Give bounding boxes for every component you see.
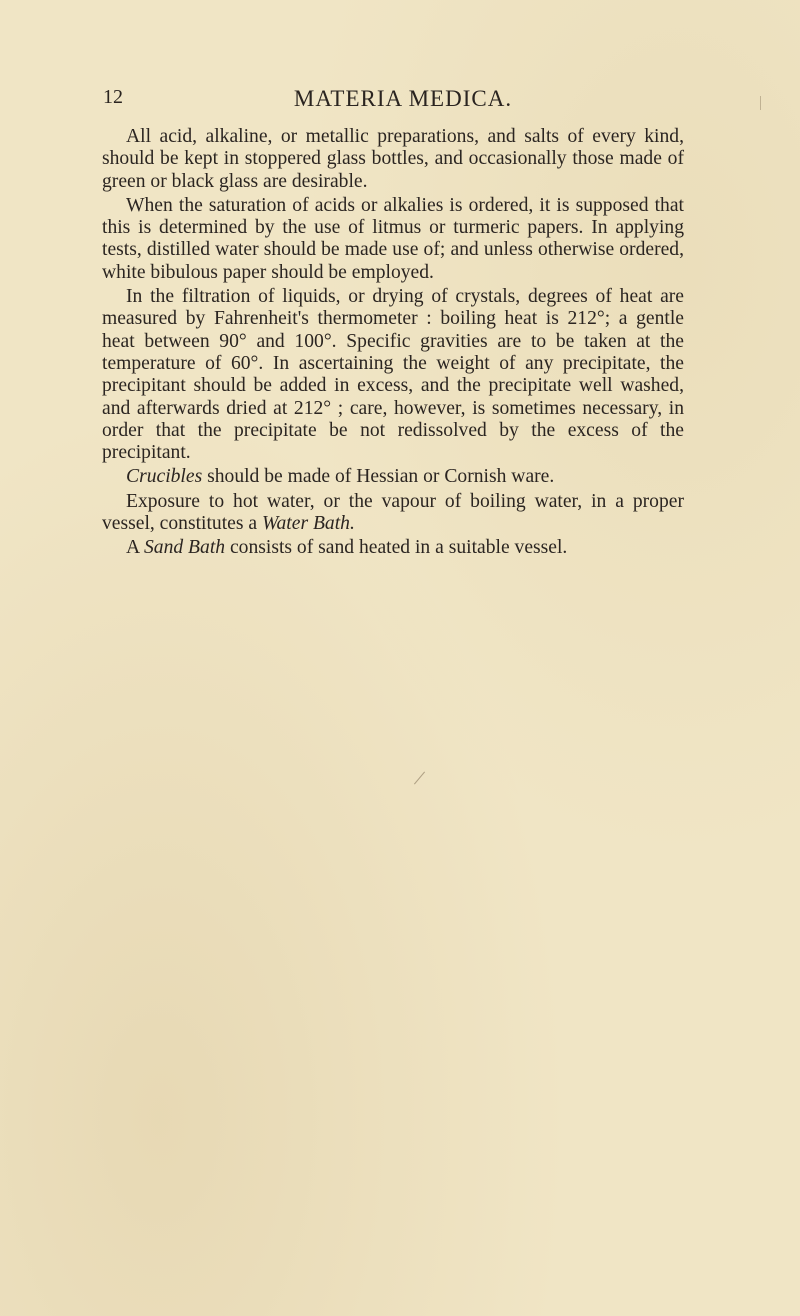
body-text	[102, 126, 684, 560]
paragraph-storage	[102, 126, 684, 193]
paragraph-water-bath	[102, 491, 684, 536]
term-water-bath: Water Bath.	[261, 513, 355, 535]
running-title: MATERIA MEDICA.	[293, 86, 513, 111]
paragraph-text: When the saturation of acids or alkalies is ordered, it is supposed that this is determined by the use of litmus or turmeric papers. In applying tests, distilled water should be made use of; and unless otherwise ordered, white bibulous paper should be employed.	[102, 194, 684, 283]
page-number: 12	[103, 86, 123, 108]
paragraph-filtration	[102, 286, 684, 464]
term-crucibles: Crucibles	[126, 466, 203, 488]
paragraph-crucibles	[102, 466, 684, 488]
paragraph-text: All acid, alkaline, or metallic preparations, and salts of every kind, should be kept in stoppered glass bottles, and occasionally those made of green or black glass are desirable.	[102, 126, 684, 192]
paragraph-text: should be made of Hessian or Cornish ware.	[202, 466, 555, 488]
paper-mark	[760, 96, 761, 110]
term-sand-bath: Sand Bath	[143, 537, 226, 559]
page-header	[103, 86, 703, 116]
paper-mark	[414, 772, 425, 785]
paragraph-text: Exposure to hot water, or the vapour of boiling water, in a proper vessel, constitutes a	[102, 490, 684, 535]
paragraph-text: A	[126, 537, 144, 559]
paragraph-text: In the filtration of liquids, or drying of crystals, degrees of heat are measured by Fahrenheit's thermometer : boiling heat is 212°; a gentle heat between 90° and 100°. Specific gravities are to be taken at the temperature of 60°. In ascertaining the weight of any precipitate, the precipitant should be added in excess, and the precipitate well washed, and afterwards dried at 212° ; care, however, is sometimes necessary, in order that the precipitate be not redissolved by the excess of the precipitant.	[102, 286, 684, 464]
paragraph-text: consists of sand heated in a suitable vessel.	[225, 537, 568, 559]
paragraph-saturation	[102, 195, 684, 284]
paragraph-sand-bath	[102, 537, 684, 559]
